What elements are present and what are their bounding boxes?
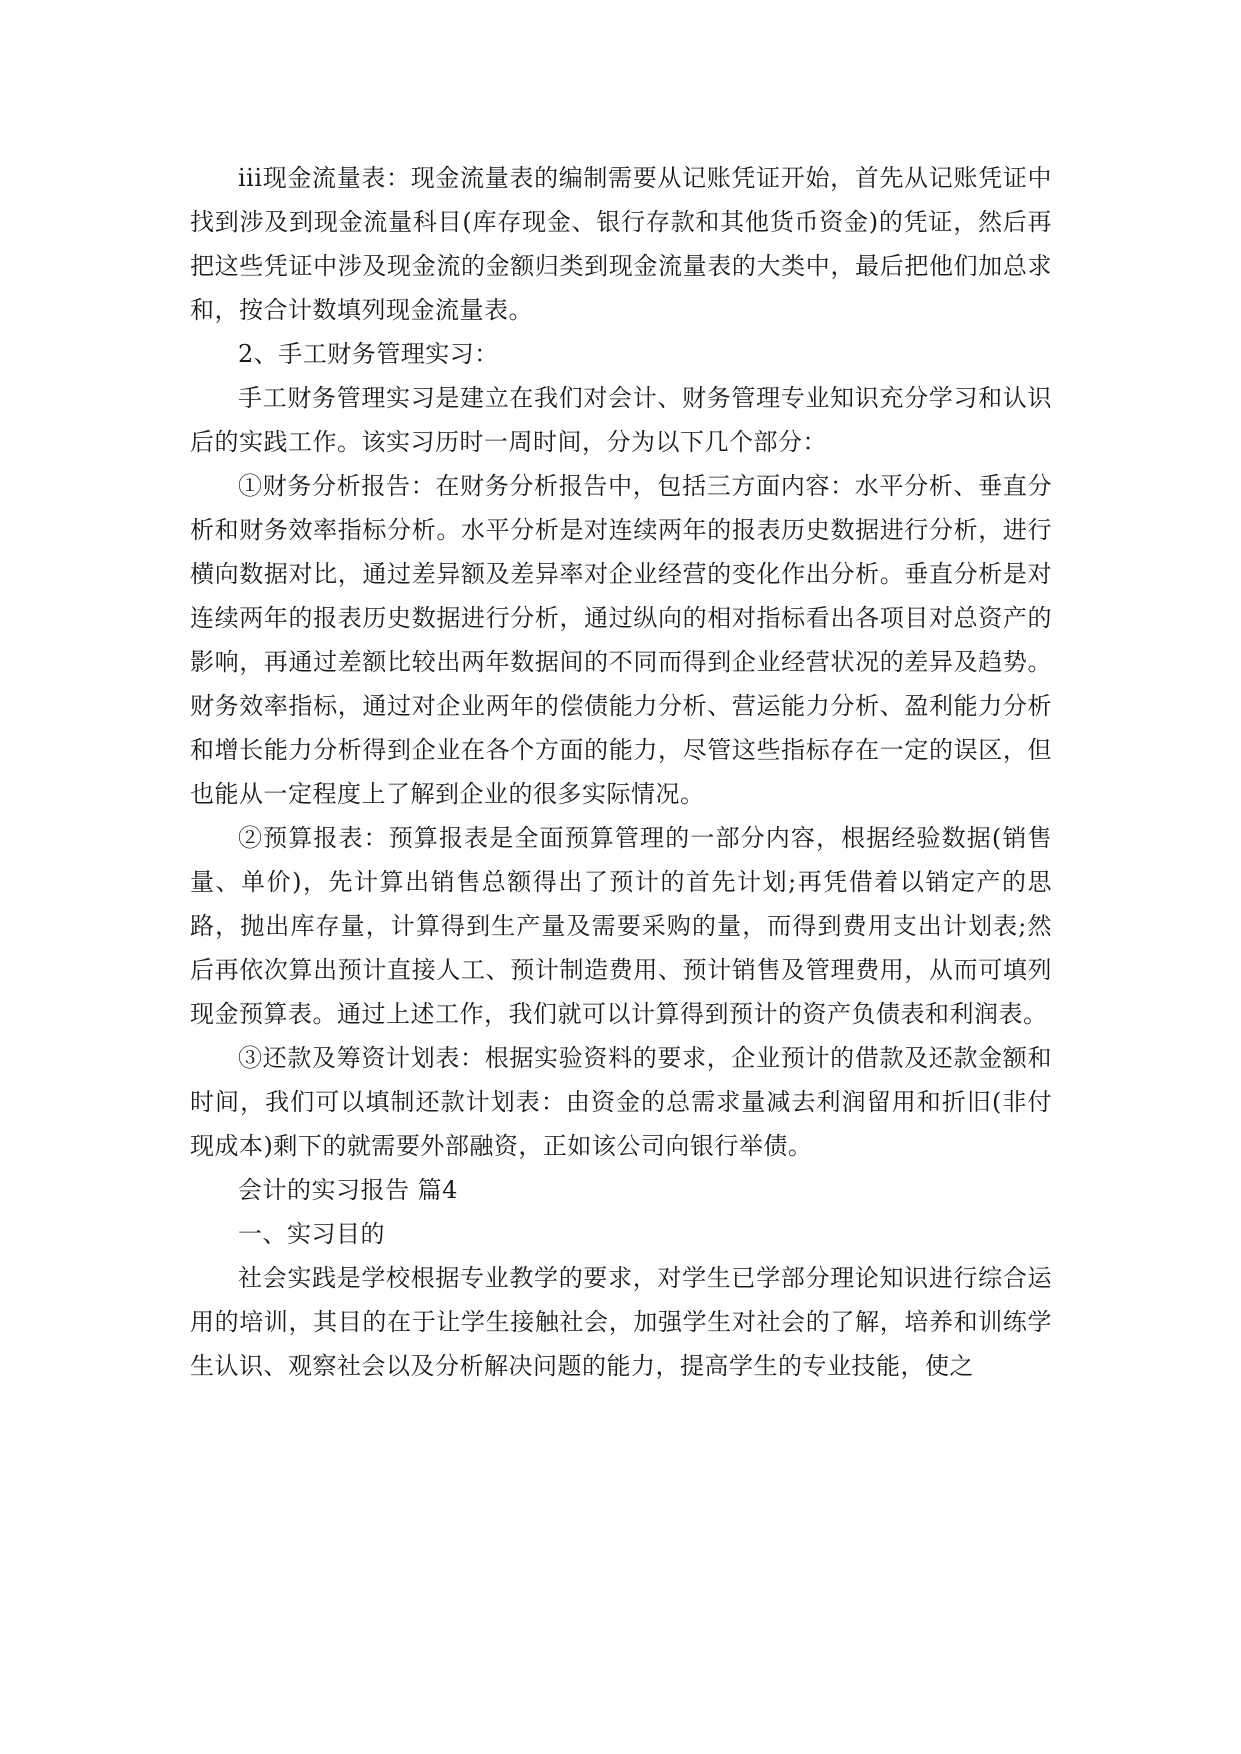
paragraph-budget-statements: ②预算报表：预算报表是全面预算管理的一部分内容，根据经验数据(销售量、单价)，先计算出销售总额得出了预计的首先计划;再凭借着以销定产的思路，抛出库存量，计算得到生产量及需要采购的量，而得到费用支出计划表;然后再依次算出预计直接人工、预计制造费用、预计销售及管理费用，从而可填列现金预算表。通过上述工作，我们就可以计算得到预计的资产负债表和利润表。	[190, 824, 1052, 1028]
paragraph-financial-analysis-report: ①财务分析报告：在财务分析报告中，包括三方面内容：水平分析、垂直分析和财务效率指标分析。水平分析是对连续两年的报表历史数据进行分析，进行横向数据对比，通过差异额及差异率对企业经营的变化作出分析。垂直分析是对连续两年的报表历史数据进行分析，通过纵向的相对指标看出各项目对总资产的影响，再通过差额比较出两年数据间的不同而得到企业经营状况的差异及趋势。财务效率指标，通过对企业两年的偿债能力分析、营运能力分析、盈利能力分析和增长能力分析得到企业在各个方面的能力，尽管这些指标存在一定的误区，但也能从一定程度上了解到企业的很多实际情况。	[190, 472, 1052, 808]
paragraph-repayment-financing-plan: ③还款及筹资计划表：根据实验资料的要求，企业预计的借款及还款金额和时间，我们可以填制还款计划表：由资金的总需求量减去利润留用和折旧(非付现成本)剩下的就需要外部融资，正如该公司向银行举债。	[190, 1044, 1052, 1160]
paragraph-practice-intro: 手工财务管理实习是建立在我们对会计、财务管理专业知识充分学习和认识后的实践工作。该实习历时一周时间，分为以下几个部分：	[190, 384, 1052, 456]
paragraph-cash-flow-statement: iii现金流量表：现金流量表的编制需要从记账凭证开始，首先从记账凭证中找到涉及到现金流量科目(库存现金、银行存款和其他货币资金)的凭证，然后再把这些凭证中涉及现金流的金额归类到现金流量表的大类中，最后把他们加总求和，按合计数填列现金流量表。	[190, 164, 1052, 324]
paragraph-social-practice: 社会实践是学校根据专业教学的要求，对学生已学部分理论知识进行综合运用的培训，其目的在于让学生接触社会，加强学生对社会的了解，培养和训练学生认识、观察社会以及分析解决问题的能力，提高学生的专业技能，使之	[190, 1264, 1052, 1380]
heading-internship-purpose: 一、实习目的	[238, 1220, 385, 1248]
document-body	[190, 156, 1052, 1388]
section-title-report-4: 会计的实习报告 篇4	[238, 1176, 458, 1204]
heading-manual-financial-management: 2、手工财务管理实习：	[238, 340, 499, 368]
